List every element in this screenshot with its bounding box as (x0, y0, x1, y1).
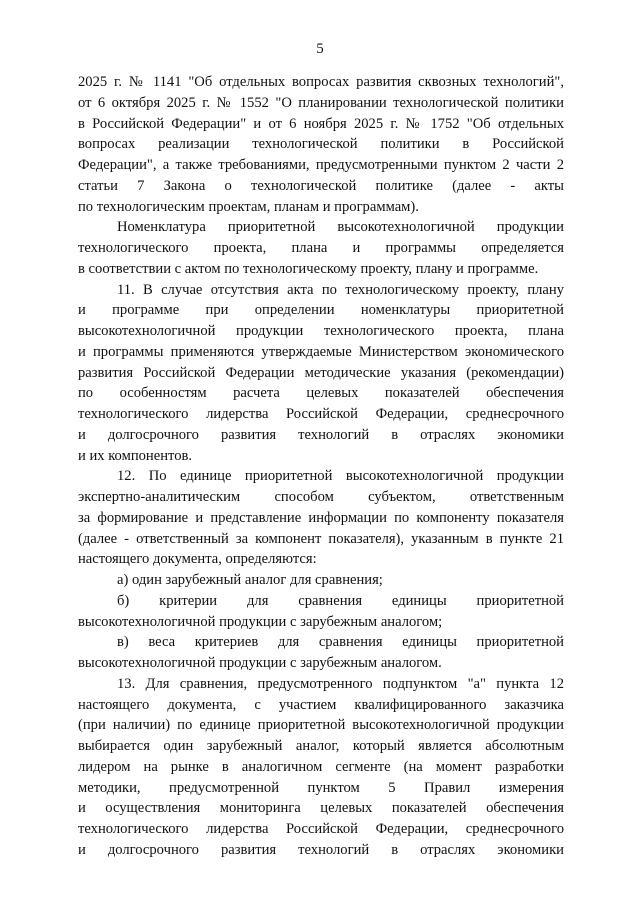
text-line: 2025 г. № 1141 "Об отдельных вопросах развития сквозных технологий", (78, 74, 564, 90)
text-line: в) веса критериев для сравнения единицы приоритетной (117, 634, 564, 651)
text-line: настоящего документа, определяются: (78, 551, 317, 568)
text-line: и их компонентов. (78, 447, 193, 464)
document-body (78, 72, 564, 861)
text-line: экспертно-аналитическим способом субъектом, ответственным (78, 489, 564, 505)
paragraph (78, 72, 564, 217)
paragraph (78, 466, 564, 570)
text-line: высокотехнологичной продукции технологического проекта, плана (78, 323, 564, 339)
text-line: и долгосрочного развития технологий в отраслях экономики (78, 426, 564, 443)
text-line: по особенностям расчета целевых показателей обеспечения (78, 385, 564, 402)
text-line: 11. В случае отсутствия акта по технологическому проекту, плану (117, 281, 564, 298)
text-line: от 6 октября 2025 г. № 1552 "О планировании технологической политики (78, 94, 564, 111)
text-line: в соответствии с актом по технологическому проекту, плану и программе. (78, 260, 539, 277)
text-line: методики, предусмотренной пунктом 5 Правил измерения (78, 779, 564, 796)
text-line: и программы применяются утверждаемые Министерством экономического (78, 343, 564, 360)
text-line: и долгосрочного развития технологий в отраслях экономики (78, 841, 564, 858)
text-line: и программе при определении номенклатуры приоритетной (78, 302, 564, 319)
paragraph (78, 632, 564, 674)
paragraph (78, 674, 564, 861)
text-line: по технологическим проектам, планам и программам). (78, 198, 419, 215)
text-line: а) один зарубежный аналог для сравнения; (117, 572, 383, 588)
text-line: 12. По единице приоритетной высокотехнологичной продукции (117, 468, 564, 485)
text-line: статьи 7 Закона о технологической политике (далее - акты (78, 177, 564, 194)
text-line: настоящего документа, с участием квалифицированного заказчика (78, 696, 564, 713)
text-line: высокотехнологичной продукции с зарубежным аналогом. (78, 655, 442, 671)
text-line: вопросах реализации технологической политики в Российской (78, 136, 564, 153)
paragraph (78, 280, 564, 467)
text-line: развития Российской Федерации методические указания (рекомендации) (78, 364, 564, 381)
text-line: Федерации", а также требованиями, предусмотренными пунктом 2 части 2 (78, 157, 564, 173)
paragraph (78, 570, 564, 591)
text-line: б) критерии для сравнения единицы приоритетной (117, 592, 564, 609)
text-line: технологического лидерства Российской Федерации, среднесрочного (78, 821, 564, 837)
text-line: высокотехнологичной продукции с зарубежным аналогом; (78, 613, 443, 630)
text-line: технологического проекта, плана и программы определяется (78, 240, 564, 256)
text-line: (далее - ответственный за компонент показателя), указанным в пункте 21 (78, 530, 564, 547)
paragraph (78, 591, 564, 633)
text-line: технологического лидерства Российской Федерации, среднесрочного (78, 406, 564, 422)
text-line: выбирается один зарубежный аналог, который является абсолютным (78, 738, 564, 754)
text-line: в Российской Федерации" и от 6 ноября 2025 г. № 1752 "Об отдельных (78, 115, 564, 132)
paragraph (78, 217, 564, 279)
text-line: Номенклатура приоритетной высокотехнологичной продукции (117, 219, 564, 236)
text-line: (при наличии) по единице приоритетной высокотехнологичной продукции (78, 717, 564, 734)
text-line: за формирование и представление информации по компоненту показателя (78, 509, 564, 526)
text-line: лидером на рынке в аналогичном сегменте (на момент разработки (78, 758, 564, 775)
text-line: 13. Для сравнения, предусмотренного подпунктом "а" пункта 12 (117, 675, 564, 692)
text-line: и осуществления мониторинга целевых показателей обеспечения (78, 800, 564, 817)
page-number: 5 (316, 41, 324, 57)
